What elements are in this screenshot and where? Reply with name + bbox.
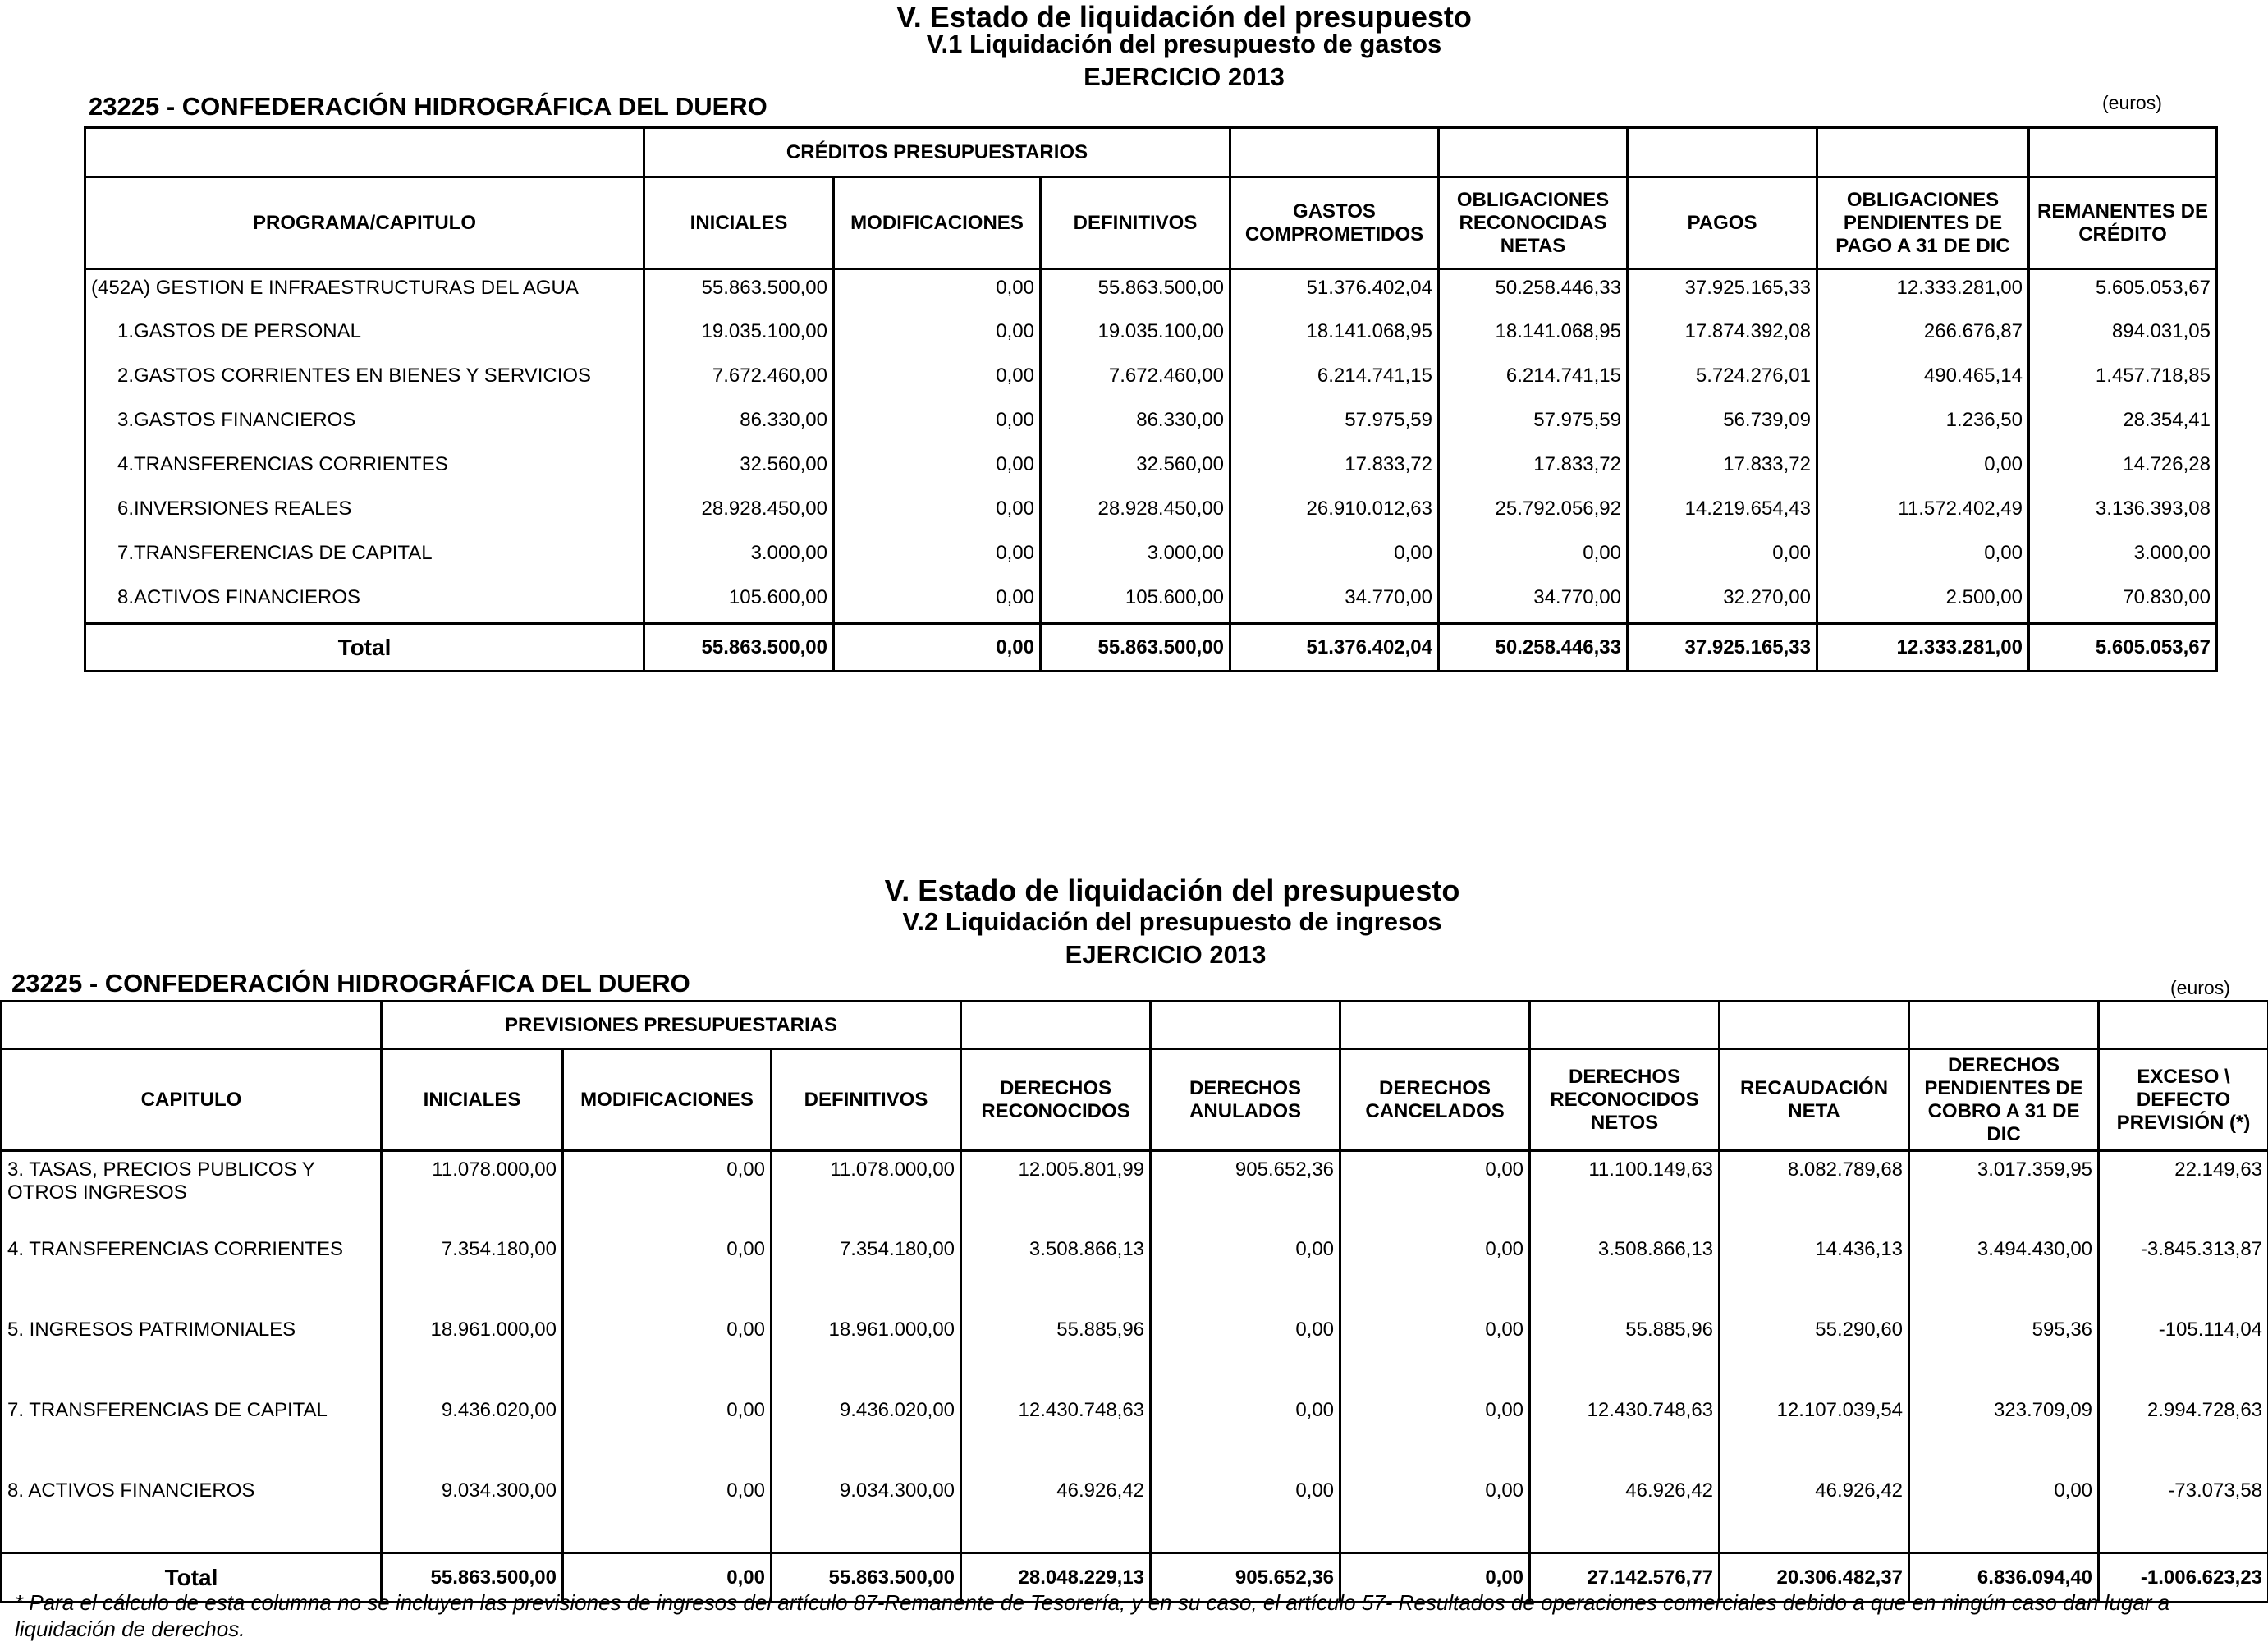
ingresos-cell: 55.885,96 <box>961 1312 1151 1392</box>
gastos-ejercicio: EJERCICIO 2013 <box>1084 62 1285 91</box>
ingresos-cell: 12.005.801,99 <box>961 1151 1151 1232</box>
gastos-col-header: MODIFICACIONES <box>834 177 1041 269</box>
gastos-cell: 7.672.460,00 <box>644 358 834 402</box>
ingresos-cell: 7.354.180,00 <box>382 1232 563 1312</box>
ingresos-cell: 0,00 <box>1340 1473 1530 1553</box>
ingresos-cell: 8.082.789,68 <box>1720 1151 1909 1232</box>
footnote: * Para el cálculo de esta columna no se incluyen las previsiones de ingresos del artículo 87-Remanente de Tesorería, y en su caso, el artículo 57- Resultados de operaciones comerciales debido a que en ningún caso dan lugar a liquidación de derechos. <box>15 1590 2170 1641</box>
ingresos-cell: 9.034.300,00 <box>772 1473 961 1553</box>
gastos-row <box>85 491 2217 535</box>
ingresos-cell: -105.114,04 <box>2099 1312 2268 1392</box>
ingresos-total-cell: 20.306.482,37 <box>1720 1553 1909 1603</box>
ingresos-cell: 0,00 <box>1151 1312 1340 1392</box>
gastos-total-cell: 5.605.053,67 <box>2029 624 2217 672</box>
gastos-organismo: 23225 - CONFEDERACIÓN HIDROGRÁFICA DEL DUERO <box>89 92 767 121</box>
gastos-cell: 14.726,28 <box>2029 447 2217 491</box>
gastos-cell: 34.770,00 <box>1230 580 1439 624</box>
ingresos-cell: 0,00 <box>563 1312 772 1392</box>
ingresos-total-cell: 55.863.500,00 <box>382 1553 563 1603</box>
gastos-col-header: INICIALES <box>644 177 834 269</box>
ingresos-col-header: INICIALES <box>382 1049 563 1151</box>
gastos-row-label: 3.GASTOS FINANCIEROS <box>85 402 644 447</box>
gastos-cell: 56.739,09 <box>1628 402 1817 447</box>
gastos-cell: 70.830,00 <box>2029 580 2217 624</box>
gastos-total-cell: 50.258.446,33 <box>1439 624 1628 672</box>
gastos-cell: 0,00 <box>834 358 1041 402</box>
gastos-cell: 50.258.446,33 <box>1439 269 1628 314</box>
gastos-cell: 28.928.450,00 <box>1041 491 1230 535</box>
gastos-total-cell: 55.863.500,00 <box>644 624 834 672</box>
gastos-cell: 266.676,87 <box>1817 314 2029 358</box>
ingresos-cell: -73.073,58 <box>2099 1473 2268 1553</box>
ingresos-ejercicio: EJERCICIO 2013 <box>1065 940 1267 969</box>
ingresos-total-cell: 55.863.500,00 <box>772 1553 961 1603</box>
ingresos-header-blank <box>2099 1002 2268 1049</box>
gastos-cell: 7.672.460,00 <box>1041 358 1230 402</box>
ingresos-row-label: 8. ACTIVOS FINANCIEROS <box>2 1473 382 1553</box>
gastos-cell: 0,00 <box>834 447 1041 491</box>
ingresos-cell: 18.961.000,00 <box>772 1312 961 1392</box>
ingresos-cell: 46.926,42 <box>961 1473 1151 1553</box>
gastos-title: V. Estado de liquidación del presupuesto <box>896 0 1472 34</box>
ingresos-cell: 0,00 <box>1340 1312 1530 1392</box>
ingresos-row-label: 5. INGRESOS PATRIMONIALES <box>2 1312 382 1392</box>
gastos-cell: 86.330,00 <box>644 402 834 447</box>
ingresos-row-label: 7. TRANSFERENCIAS DE CAPITAL <box>2 1392 382 1473</box>
gastos-cell: 0,00 <box>1230 535 1439 580</box>
gastos-cell: 34.770,00 <box>1439 580 1628 624</box>
gastos-col-header: PROGRAMA/CAPITULO <box>85 177 644 269</box>
gastos-table <box>84 126 2218 672</box>
ingresos-header-blank <box>1340 1002 1530 1049</box>
gastos-cell: 0,00 <box>834 314 1041 358</box>
ingresos-col-header: CAPITULO <box>2 1049 382 1151</box>
ingresos-cell: 9.436.020,00 <box>382 1392 563 1473</box>
ingresos-total-cell: -1.006.623,23 <box>2099 1553 2268 1603</box>
gastos-row <box>85 269 2217 314</box>
ingresos-total-cell: 6.836.094,40 <box>1909 1553 2099 1603</box>
ingresos-col-header: DERECHOS RECONOCIDOS <box>961 1049 1151 1151</box>
ingresos-cell: 0,00 <box>1151 1473 1340 1553</box>
gastos-header-blank <box>85 128 644 177</box>
gastos-cell: 86.330,00 <box>1041 402 1230 447</box>
gastos-cell: 0,00 <box>1817 447 2029 491</box>
ingresos-row-label: 3. TASAS, PRECIOS PUBLICOS Y OTROS INGRESOS <box>2 1151 382 1232</box>
gastos-col-header: REMANENTES DE CRÉDITO <box>2029 177 2217 269</box>
ingresos-row-label: 4. TRANSFERENCIAS CORRIENTES <box>2 1232 382 1312</box>
ingresos-cell: 3.017.359,95 <box>1909 1151 2099 1232</box>
gastos-cell: 3.000,00 <box>644 535 834 580</box>
gastos-row-label: 4.TRANSFERENCIAS CORRIENTES <box>85 447 644 491</box>
ingresos-total-cell: 27.142.576,77 <box>1530 1553 1720 1603</box>
gastos-cell: 0,00 <box>1628 535 1817 580</box>
ingresos-cell: 0,00 <box>563 1232 772 1312</box>
ingresos-cell: 0,00 <box>1151 1232 1340 1312</box>
gastos-total-cell: 51.376.402,04 <box>1230 624 1439 672</box>
ingresos-cell: 12.430.748,63 <box>961 1392 1151 1473</box>
ingresos-header-blank <box>1151 1002 1340 1049</box>
ingresos-cell: 11.078.000,00 <box>382 1151 563 1232</box>
gastos-cell: 32.560,00 <box>644 447 834 491</box>
gastos-cell: 490.465,14 <box>1817 358 2029 402</box>
ingresos-group-header: PREVISIONES PRESUPUESTARIAS <box>382 1002 961 1049</box>
ingresos-cell: 0,00 <box>1909 1473 2099 1553</box>
ingresos-col-header: DERECHOS RECONOCIDOS NETOS <box>1530 1049 1720 1151</box>
gastos-cell: 6.214.741,15 <box>1230 358 1439 402</box>
ingresos-header-blank <box>1909 1002 2099 1049</box>
gastos-total-row <box>85 624 2217 672</box>
ingresos-header-blank <box>1720 1002 1909 1049</box>
gastos-cell: 18.141.068,95 <box>1439 314 1628 358</box>
gastos-cell: 0,00 <box>1817 535 2029 580</box>
gastos-col-header: OBLIGACIONES RECONOCIDAS NETAS <box>1439 177 1628 269</box>
ingresos-cell: 0,00 <box>563 1473 772 1553</box>
gastos-row-label: (452A) GESTION E INFRAESTRUCTURAS DEL AGUA <box>85 269 644 314</box>
ingresos-cell: 0,00 <box>1340 1151 1530 1232</box>
gastos-group-header: CRÉDITOS PRESUPUESTARIOS <box>644 128 1230 177</box>
ingresos-total-cell: 905.652,36 <box>1151 1553 1340 1603</box>
gastos-row-label: 7.TRANSFERENCIAS DE CAPITAL <box>85 535 644 580</box>
gastos-cell: 6.214.741,15 <box>1439 358 1628 402</box>
ingresos-cell: -3.845.313,87 <box>2099 1232 2268 1312</box>
ingresos-cell: 3.508.866,13 <box>961 1232 1151 1312</box>
gastos-header-blank <box>2029 128 2217 177</box>
gastos-cell: 32.270,00 <box>1628 580 1817 624</box>
ingresos-col-header: EXCESO \ DEFECTO PREVISIÓN (*) <box>2099 1049 2268 1151</box>
gastos-cell: 0,00 <box>834 535 1041 580</box>
ingresos-units: (euros) <box>2170 977 2230 998</box>
ingresos-table <box>0 1000 2268 1603</box>
gastos-cell: 17.833,72 <box>1230 447 1439 491</box>
ingresos-cell: 595,36 <box>1909 1312 2099 1392</box>
ingresos-title: V. Estado de liquidación del presupuesto <box>884 874 1460 907</box>
ingresos-cell: 3.494.430,00 <box>1909 1232 2099 1312</box>
ingresos-cell: 55.885,96 <box>1530 1312 1720 1392</box>
gastos-col-header: PAGOS <box>1628 177 1817 269</box>
gastos-cell: 26.910.012,63 <box>1230 491 1439 535</box>
gastos-cell: 0,00 <box>834 491 1041 535</box>
gastos-cell: 2.500,00 <box>1817 580 2029 624</box>
ingresos-total-cell: 28.048.229,13 <box>961 1553 1151 1603</box>
gastos-header-blank <box>1439 128 1628 177</box>
ingresos-row <box>2 1392 2268 1473</box>
gastos-cell: 1.236,50 <box>1817 402 2029 447</box>
ingresos-row <box>2 1473 2268 1553</box>
gastos-row <box>85 314 2217 358</box>
gastos-row-label: 2.GASTOS CORRIENTES EN BIENES Y SERVICIOS <box>85 358 644 402</box>
gastos-row <box>85 447 2217 491</box>
ingresos-header-blank <box>1530 1002 1720 1049</box>
ingresos-cell: 18.961.000,00 <box>382 1312 563 1392</box>
gastos-cell: 19.035.100,00 <box>644 314 834 358</box>
ingresos-subtitle: V.2 Liquidación del presupuesto de ingresos <box>902 907 1442 936</box>
gastos-cell: 105.600,00 <box>1041 580 1230 624</box>
gastos-cell: 1.457.718,85 <box>2029 358 2217 402</box>
gastos-cell: 3.000,00 <box>1041 535 1230 580</box>
gastos-cell: 18.141.068,95 <box>1230 314 1439 358</box>
ingresos-cell: 12.430.748,63 <box>1530 1392 1720 1473</box>
ingresos-header-blank <box>961 1002 1151 1049</box>
ingresos-col-header: RECAUDACIÓN NETA <box>1720 1049 1909 1151</box>
gastos-cell: 28.928.450,00 <box>644 491 834 535</box>
gastos-total-cell: 37.925.165,33 <box>1628 624 1817 672</box>
gastos-row <box>85 358 2217 402</box>
ingresos-total-cell: 0,00 <box>1340 1553 1530 1603</box>
gastos-cell: 5.605.053,67 <box>2029 269 2217 314</box>
gastos-total-cell: 55.863.500,00 <box>1041 624 1230 672</box>
ingresos-cell: 7.354.180,00 <box>772 1232 961 1312</box>
ingresos-cell: 11.078.000,00 <box>772 1151 961 1232</box>
ingresos-cell: 323.709,09 <box>1909 1392 2099 1473</box>
gastos-col-header: DEFINITIVOS <box>1041 177 1230 269</box>
gastos-subtitle: V.1 Liquidación del presupuesto de gastos <box>926 30 1442 58</box>
gastos-row-label: 1.GASTOS DE PERSONAL <box>85 314 644 358</box>
ingresos-row <box>2 1151 2268 1232</box>
ingresos-cell: 0,00 <box>563 1151 772 1232</box>
gastos-cell: 55.863.500,00 <box>644 269 834 314</box>
gastos-cell: 25.792.056,92 <box>1439 491 1628 535</box>
gastos-cell: 105.600,00 <box>644 580 834 624</box>
ingresos-cell: 905.652,36 <box>1151 1151 1340 1232</box>
ingresos-cell: 22.149,63 <box>2099 1151 2268 1232</box>
ingresos-cell: 9.034.300,00 <box>382 1473 563 1553</box>
gastos-row <box>85 580 2217 624</box>
ingresos-col-header: DERECHOS ANULADOS <box>1151 1049 1340 1151</box>
gastos-cell: 57.975,59 <box>1439 402 1628 447</box>
ingresos-cell: 0,00 <box>1340 1392 1530 1473</box>
ingresos-col-header: DEFINITIVOS <box>772 1049 961 1151</box>
gastos-cell: 19.035.100,00 <box>1041 314 1230 358</box>
gastos-cell: 3.000,00 <box>2029 535 2217 580</box>
gastos-row-label: 6.INVERSIONES REALES <box>85 491 644 535</box>
gastos-total-label: Total <box>85 624 644 672</box>
ingresos-cell: 0,00 <box>563 1392 772 1473</box>
ingresos-cell: 3.508.866,13 <box>1530 1232 1720 1312</box>
gastos-cell: 51.376.402,04 <box>1230 269 1439 314</box>
gastos-cell: 14.219.654,43 <box>1628 491 1817 535</box>
ingresos-total-label: Total <box>2 1553 382 1603</box>
gastos-header-blank <box>1628 128 1817 177</box>
gastos-cell: 17.833,72 <box>1439 447 1628 491</box>
gastos-units: (euros) <box>2102 92 2162 113</box>
gastos-cell: 17.874.392,08 <box>1628 314 1817 358</box>
gastos-cell: 0,00 <box>834 402 1041 447</box>
gastos-cell: 0,00 <box>834 580 1041 624</box>
ingresos-col-header: DERECHOS CANCELADOS <box>1340 1049 1530 1151</box>
ingresos-row <box>2 1312 2268 1392</box>
gastos-cell: 12.333.281,00 <box>1817 269 2029 314</box>
ingresos-col-header: MODIFICACIONES <box>563 1049 772 1151</box>
ingresos-row <box>2 1232 2268 1312</box>
gastos-cell: 11.572.402,49 <box>1817 491 2029 535</box>
gastos-col-header: GASTOS COMPROMETIDOS <box>1230 177 1439 269</box>
ingresos-total-cell: 0,00 <box>563 1553 772 1603</box>
gastos-header-blank <box>1230 128 1439 177</box>
ingresos-cell: 11.100.149,63 <box>1530 1151 1720 1232</box>
gastos-cell: 894.031,05 <box>2029 314 2217 358</box>
ingresos-cell: 2.994.728,63 <box>2099 1392 2268 1473</box>
gastos-row <box>85 402 2217 447</box>
ingresos-cell: 46.926,42 <box>1530 1473 1720 1553</box>
ingresos-organismo: 23225 - CONFEDERACIÓN HIDROGRÁFICA DEL DUERO <box>11 969 690 998</box>
ingresos-cell: 55.290,60 <box>1720 1312 1909 1392</box>
gastos-col-header: OBLIGACIONES PENDIENTES DE PAGO A 31 DE DIC <box>1817 177 2029 269</box>
gastos-cell: 3.136.393,08 <box>2029 491 2217 535</box>
gastos-cell: 0,00 <box>1439 535 1628 580</box>
gastos-cell: 57.975,59 <box>1230 402 1439 447</box>
gastos-cell: 37.925.165,33 <box>1628 269 1817 314</box>
ingresos-cell: 46.926,42 <box>1720 1473 1909 1553</box>
ingresos-cell: 9.436.020,00 <box>772 1392 961 1473</box>
gastos-cell: 55.863.500,00 <box>1041 269 1230 314</box>
gastos-cell: 17.833,72 <box>1628 447 1817 491</box>
gastos-cell: 32.560,00 <box>1041 447 1230 491</box>
gastos-cell: 0,00 <box>834 269 1041 314</box>
ingresos-cell: 12.107.039,54 <box>1720 1392 1909 1473</box>
ingresos-cell: 14.436,13 <box>1720 1232 1909 1312</box>
ingresos-col-header: DERECHOS PENDIENTES DE COBRO A 31 DE DIC <box>1909 1049 2099 1151</box>
ingresos-header-blank <box>2 1002 382 1049</box>
gastos-header-blank <box>1817 128 2029 177</box>
gastos-cell: 28.354,41 <box>2029 402 2217 447</box>
gastos-cell: 5.724.276,01 <box>1628 358 1817 402</box>
ingresos-cell: 0,00 <box>1340 1232 1530 1312</box>
ingresos-cell: 0,00 <box>1151 1392 1340 1473</box>
gastos-row <box>85 535 2217 580</box>
gastos-total-cell: 0,00 <box>834 624 1041 672</box>
gastos-row-label: 8.ACTIVOS FINANCIEROS <box>85 580 644 624</box>
gastos-total-cell: 12.333.281,00 <box>1817 624 2029 672</box>
